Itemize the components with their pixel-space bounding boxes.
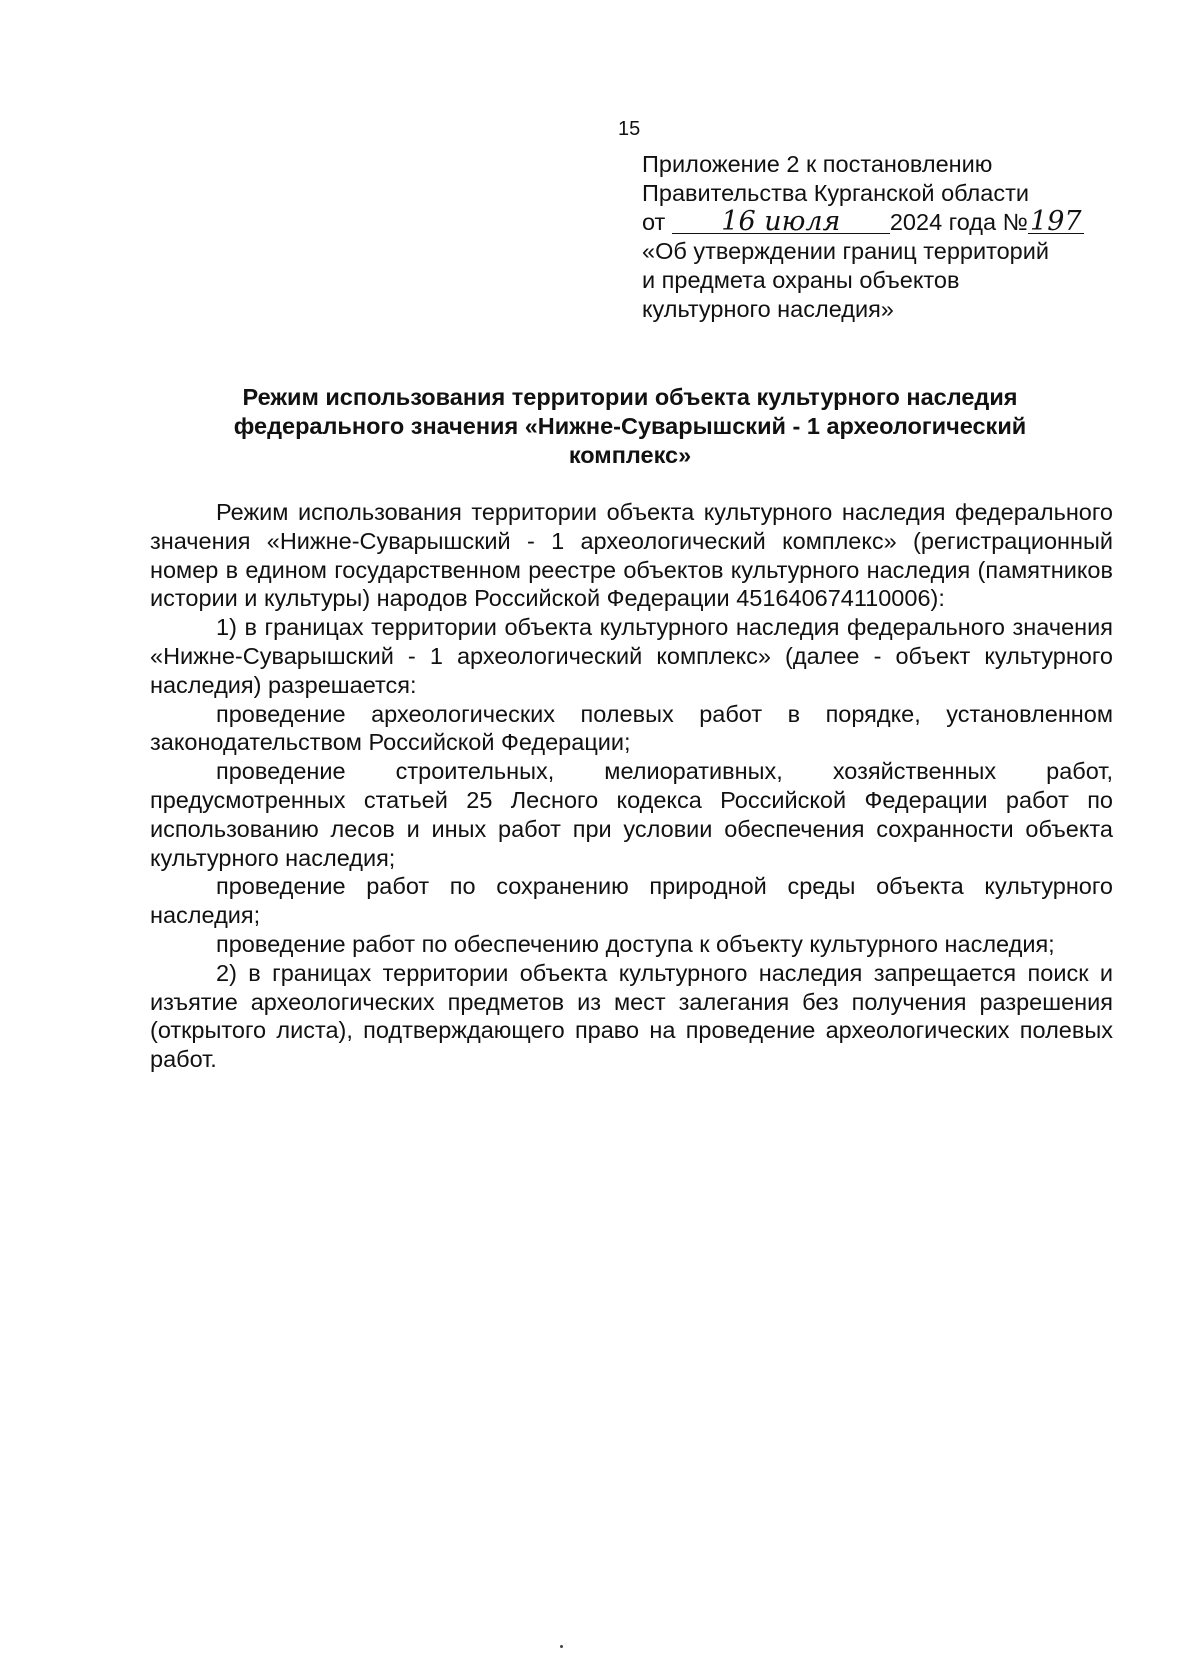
paragraph-access-works: проведение работ по обеспечению доступа к объекту культурного наследия;	[216, 930, 1055, 957]
appendix-header	[642, 150, 1122, 324]
paragraph-item-2: 2) в границах территории объекта культурного наследия запрещается поиск и изъятие археологических предметов из мест залегания без получения разрешения (открытого листа), подтверждающего право на проведение археологических полевых работ.	[150, 959, 1113, 1073]
paragraph-construction-works: проведение строительных, мелиоративных, хозяйственных работ, предусмотренных статьей 25 Лесного кодекса Российской Федерации работ по использованию лесов и иных работ при условии обеспечения сохранности объекта культурного наследия;	[150, 758, 1113, 871]
document-body	[150, 498, 1113, 1074]
document-title	[150, 383, 1110, 470]
scan-speck	[560, 1645, 563, 1648]
appendix-line-1: Приложение 2 к постановлению	[642, 151, 993, 177]
date-prefix: от	[642, 209, 666, 235]
appendix-line-4: «Об утверждении границ территорий	[642, 238, 1050, 264]
paragraph-item-1: 1) в границах территории объекта культурного наследия федерального значения «Нижне-Суварышский - 1 археологический комплекс» (далее - объект культурного наследия) разрешается:	[150, 614, 1113, 698]
date-year: 2024 года №	[889, 209, 1028, 235]
title-line-2: федерального значения «Нижне-Суварышский - 1 археологический	[233, 413, 1027, 439]
title-line-3: комплекс»	[568, 442, 692, 468]
paragraph-intro: Режим использования территории объекта культурного наследия федерального значения «Нижне-Суварышский - 1 археологический комплекс» (регистрационный номер в едином государственном реестре объектов культурного наследия (памятников истории и культуры) народов Российской Федерации 451640674110006):	[150, 499, 1113, 612]
paragraph-nature-preservation: проведение работ по сохранению природной среды объекта культурного наследия;	[150, 873, 1113, 929]
appendix-date-line	[642, 208, 1122, 237]
title-line-1: Режим использования территории объекта культурного наследия	[242, 384, 1018, 410]
handwritten-date: 16 июля	[672, 211, 890, 234]
appendix-line-6: культурного наследия»	[642, 296, 894, 322]
handwritten-number: 197	[1028, 211, 1084, 234]
appendix-line-2: Правительства Курганской области	[642, 180, 1029, 206]
page-number: 15	[618, 118, 641, 140]
paragraph-archaeological-works: проведение археологических полевых работ в порядке, установленном законодательством Российской Федерации;	[150, 700, 1113, 756]
appendix-line-5: и предмета охраны объектов	[642, 267, 960, 293]
